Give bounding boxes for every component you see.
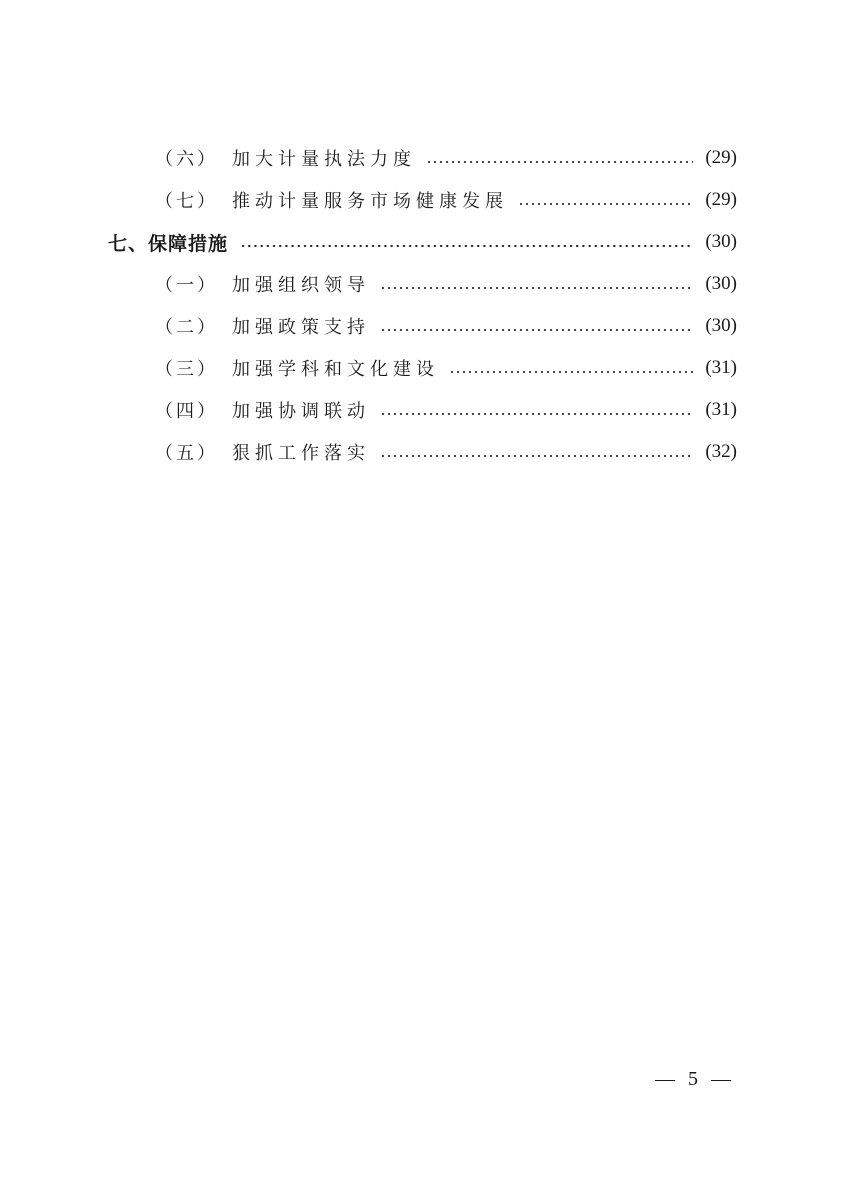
toc-entry-4[interactable]: [155, 395, 737, 425]
toc-entry-title: 加强学科和文化建设: [232, 359, 439, 380]
toc-entry-number: （三）: [155, 359, 218, 380]
page-number: — 5 —: [655, 1068, 735, 1090]
dot-leader: [518, 203, 693, 205]
toc-entry-2[interactable]: [155, 311, 737, 341]
dot-leader: [426, 161, 693, 163]
toc-entry-5[interactable]: [155, 437, 737, 467]
dot-leader: [380, 329, 693, 331]
toc-entry-page: (29): [705, 189, 737, 210]
toc-entry-1[interactable]: [155, 269, 737, 299]
dot-leader: [380, 287, 693, 289]
toc-entry-number: （二）: [155, 317, 218, 338]
toc-entry-number: （五）: [155, 443, 218, 464]
toc-entry-page: (32): [705, 441, 737, 462]
toc-entry-title: 加大计量执法力度: [232, 149, 416, 170]
dot-leader: [240, 245, 693, 247]
toc-entry-number: （一）: [155, 275, 218, 296]
toc-entry-title: 狠抓工作落实: [232, 443, 370, 464]
toc-entry-title: 加强组织领导: [232, 275, 370, 296]
toc-entry-number: （四）: [155, 401, 218, 422]
toc-entry-page: (30): [705, 315, 737, 336]
toc-entry-page: (29): [705, 147, 737, 168]
toc-entry-title: 加强政策支持: [232, 317, 370, 338]
toc-section-7[interactable]: [108, 227, 737, 257]
dot-leader: [380, 455, 693, 457]
toc-entry-number: （六）: [155, 149, 218, 170]
toc-entry-3[interactable]: [155, 353, 737, 383]
toc-section-title: 七、保障措施: [108, 232, 229, 255]
toc-entry-title: 推动计量服务市场健康发展: [232, 191, 508, 212]
dot-leader: [380, 413, 693, 415]
toc-entry-page: (31): [705, 357, 737, 378]
toc-entry-page: (30): [705, 273, 737, 294]
toc-entry-6[interactable]: [155, 143, 737, 173]
toc-section-page: (30): [705, 231, 737, 252]
toc-entry-title: 加强协调联动: [232, 401, 370, 422]
toc-entry-7[interactable]: [155, 185, 737, 215]
toc-entry-page: (31): [705, 399, 737, 420]
dot-leader: [449, 371, 693, 373]
toc-entry-number: （七）: [155, 191, 218, 212]
